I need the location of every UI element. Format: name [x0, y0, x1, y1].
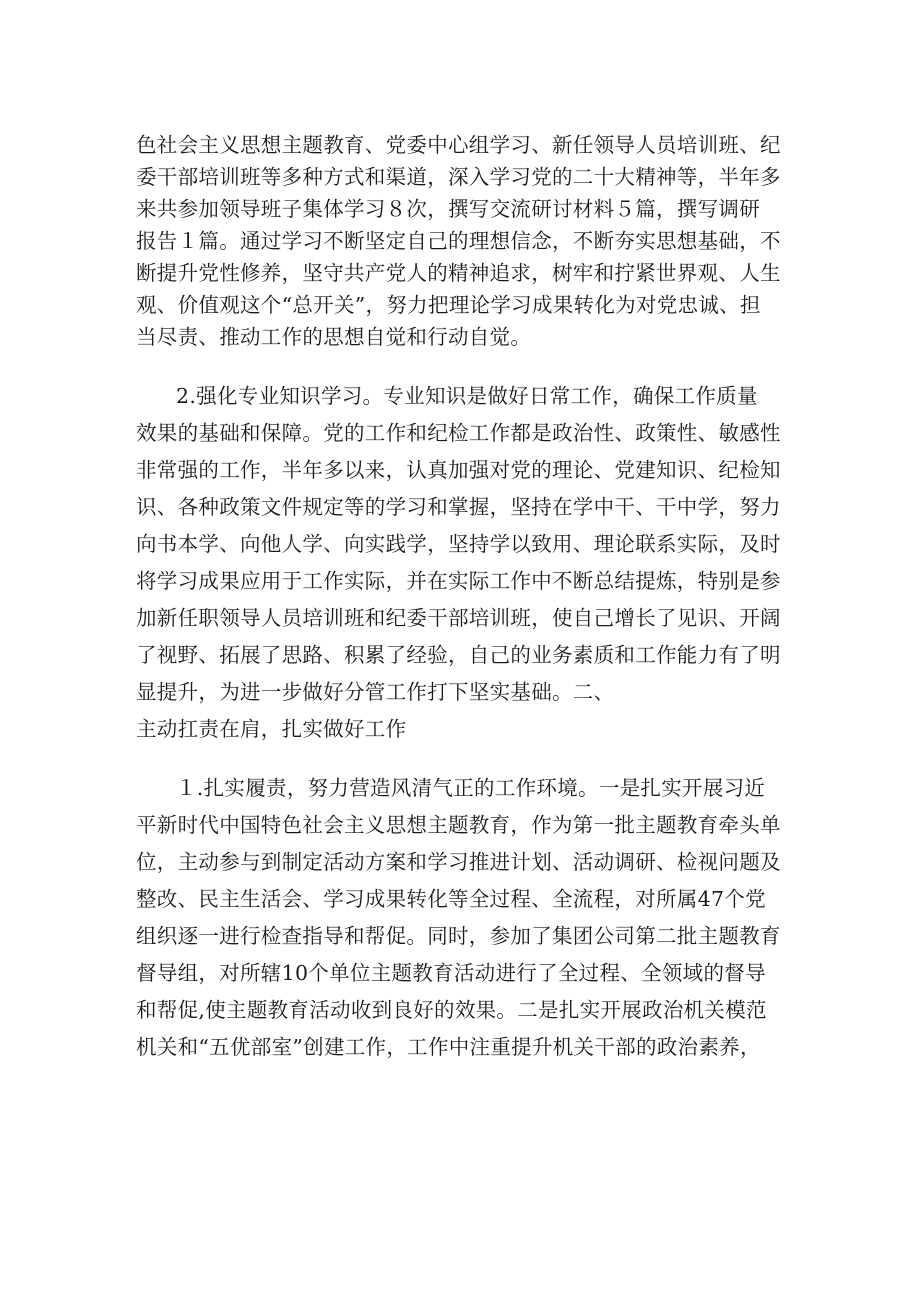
paragraph-3-line-6: 督导组，对所辖10个单位主题教育活动进行了全过程、全领域的督导 [136, 961, 766, 985]
paragraph-1-line-3: 来共参加领导班子集体学习８次，撰写交流研讨材料５篇，撰写调研 [136, 197, 760, 221]
paragraph-1-line-1: 色社会主义思想主题教育、党委中心组学习、新任领导人员培训班、纪 [136, 133, 781, 157]
paragraph-3-line-7: 和帮促,使主题教育活动收到良好的效果。二是扎实开展政治机关模范 [136, 998, 767, 1022]
paragraph-2-line-2: 效果的基础和保障。党的工作和纪检工作都是政治性、政策性、敏感性 [136, 421, 781, 445]
paragraph-1-line-6: 观、价值观这个“总开关”，努力把理论学习成果转化为对党忠诚、担 [136, 293, 761, 317]
paragraph-2-line-1: 2.强化专业知识学习。专业知识是做好日常工作，确保工作质量 [176, 384, 758, 408]
paragraph-2-line-7: 加新任职领导人员培训班和纪委干部培训班，使自己增长了见识、开阔 [136, 606, 781, 630]
paragraph-1-line-5: 断提升党性修养，坚守共产党人的精神追求，树牢和拧紧世界观、人生 [136, 261, 781, 285]
paragraph-3-line-3: 位，主动参与到制定活动方案和学习推进计划、活动调研、检视问题及 [136, 850, 781, 874]
paragraph-2-line-8: 了视野、拓展了思路、积累了经验，自己的业务素质和工作能力有了明 [136, 643, 781, 667]
paragraph-3-line-8: 机关和“五优部室”创建工作，工作中注重提升机关干部的政治素养， [136, 1035, 761, 1059]
paragraph-1-line-2: 委干部培训班等多种方式和渠道，深入学习党的二十大精神等，半年多 [136, 165, 781, 189]
paragraph-3-line-2: 平新时代中国特色社会主义思想主题教育，作为第一批主题教育牵头单 [136, 813, 781, 837]
paragraph-2-line-6: 将学习成果应用于工作实际，并在实际工作中不断总结提炼，特别是参 [136, 569, 781, 593]
paragraph-3-line-4: 整改、民主生活会、学习成果转化等全过程、全流程，对所属47个党 [136, 887, 766, 911]
section-heading: 主动扛责在肩，扎实做好工作 [136, 717, 407, 741]
paragraph-2-line-9: 显提升，为进一步做好分管工作打下坚实基础。二、 [136, 680, 615, 704]
paragraph-2-line-4: 识、各种政策文件规定等的学习和掌握，坚持在学中干、干中学，努力 [136, 495, 781, 519]
paragraph-2-line-5: 向书本学、向他人学、向实践学，坚持学以致用、理论联系实际，及时 [136, 532, 781, 556]
paragraph-1-line-7: 当尽责、推动工作的思想自觉和行动自觉。 [136, 325, 532, 349]
paragraph-3-line-1: １.扎实履责，努力营造风清气正的工作环境。一是扎实开展习近 [176, 776, 766, 800]
paragraph-3-line-5: 组织逐一进行检查指导和帮促。同时，参加了集团公司第二批主题教育 [136, 924, 781, 948]
paragraph-2-line-3: 非常强的工作，半年多以来，认真加强对党的理论、党建知识、纪检知 [136, 458, 781, 482]
paragraph-1-line-4: 报告１篇。通过学习不断坚定自己的理想信念，不断夯实思想基础，不 [136, 229, 781, 253]
